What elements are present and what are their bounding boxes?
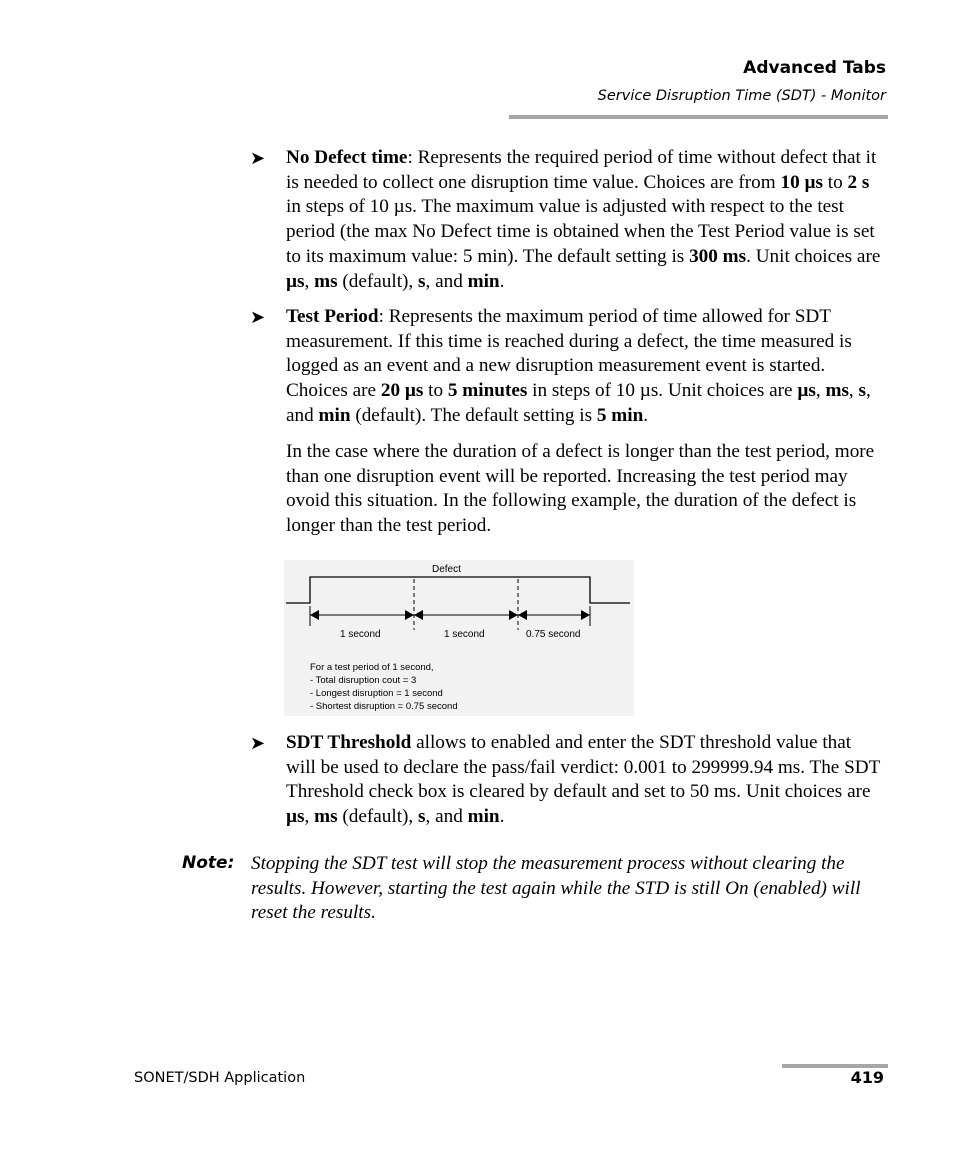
text-run: allows to enabled and enter the SDT threshold value that will be used to declare the pass/fail verdict: 0.001 to 299999.94 ms. The SDT Threshold check box is cleared by default and set to 50 ms. Unit choices are [286, 732, 880, 803]
text-run: , [848, 380, 859, 402]
text-run: in steps of 10 µs. Unit choices are [527, 380, 798, 402]
disruption-diagram [284, 560, 634, 721]
footer-doc-title: SONET/SDH Application [134, 1070, 306, 1086]
bold-run: s [418, 270, 426, 292]
text-run: , and [286, 380, 871, 426]
text-run: . Unit choices are [746, 245, 881, 267]
caption-line: - Longest disruption = 1 second [310, 688, 443, 699]
text-run: (default). The default setting is [350, 404, 597, 426]
text-run: (default), [337, 270, 419, 292]
bullet-text [286, 146, 884, 294]
text-run: , [304, 270, 315, 292]
segment-label: 1 second [444, 629, 485, 640]
bold-run: s [418, 806, 426, 828]
bullet-arrow-icon: ➤ [250, 148, 266, 168]
bold-run: 5 minutes [447, 380, 528, 402]
bold-run: min [467, 806, 500, 828]
bold-run: 2 s [847, 171, 870, 193]
bullet-text [286, 731, 884, 830]
bullet-text [286, 305, 884, 429]
caption-line: - Total disruption cout = 3 [310, 675, 417, 686]
bold-run: ms [825, 380, 849, 402]
page-number: 419 [850, 1068, 884, 1087]
bullet-arrow-icon: ➤ [250, 307, 266, 327]
bold-run: min [467, 270, 500, 292]
term: SDT Threshold [286, 732, 412, 753]
bold-run: µs [286, 270, 305, 292]
disruption-diagram-svg [284, 560, 634, 716]
bold-run: 20 µs [380, 380, 424, 402]
bold-run: 300 ms [689, 245, 747, 267]
caption-line: For a test period of 1 second, [310, 662, 434, 673]
bold-run: µs [286, 806, 305, 828]
term: No Defect time [286, 147, 408, 168]
header-rule [509, 115, 888, 119]
bold-run: 10 µs [780, 171, 823, 193]
note-text: Stopping the SDT test will stop the measurement process without clearing the results. However, starting the test again while the STD is still On (enabled) will reset the results. [251, 853, 861, 924]
bold-run: min [318, 404, 351, 426]
text-run: , [304, 806, 315, 828]
text-run: (default), [337, 806, 419, 828]
bullet-arrow-icon: ➤ [250, 733, 266, 753]
text-run: . [499, 270, 505, 292]
text-run: in steps of 10 µs. The maximum value is adjusted with respect to the test period (the max No Defect time is obtained when the Test Period value is set to its maximum value: 5 min). The default setting is [286, 196, 875, 267]
note-label: Note: [182, 853, 235, 873]
text-run: : Represents the maximum period of time allowed for SDT measurement. If this time is reached during a defect, the time measured is logged as an event and a new disruption measurement event is started. Choices are [286, 306, 852, 402]
text-run: . [499, 806, 505, 828]
text-run: , and [425, 806, 468, 828]
text-run: to [822, 171, 848, 193]
header-subtitle: Service Disruption Time (SDT) - Monitor [597, 88, 886, 104]
bold-run: 5 min [596, 404, 644, 426]
text-run: , and [425, 270, 468, 292]
text-run: . [643, 404, 649, 426]
bold-run: ms [314, 270, 338, 292]
text-run: : Represents the required period of time without defect that it is needed to collect one disruption time value. Choices are from [286, 147, 877, 193]
text-run: , [815, 380, 826, 402]
bold-run: ms [314, 806, 338, 828]
term: Test Period [286, 306, 379, 327]
text-run: to [423, 380, 448, 402]
segment-label: 1 second [340, 629, 381, 640]
test-period-explanation: In the case where the duration of a defect is longer than the test period, more than one disruption event will be reported. Increasing the test period may ovoid this situation. In the following example, the duration of the defect is longer than the test period. [286, 441, 875, 537]
header-title: Advanced Tabs [743, 58, 886, 78]
defect-label: Defect [432, 564, 461, 575]
bold-run: s [858, 380, 866, 402]
segment-label: 0.75 second [526, 629, 581, 640]
bold-run: µs [797, 380, 816, 402]
caption-line: - Shortest disruption = 0.75 second [310, 701, 458, 712]
